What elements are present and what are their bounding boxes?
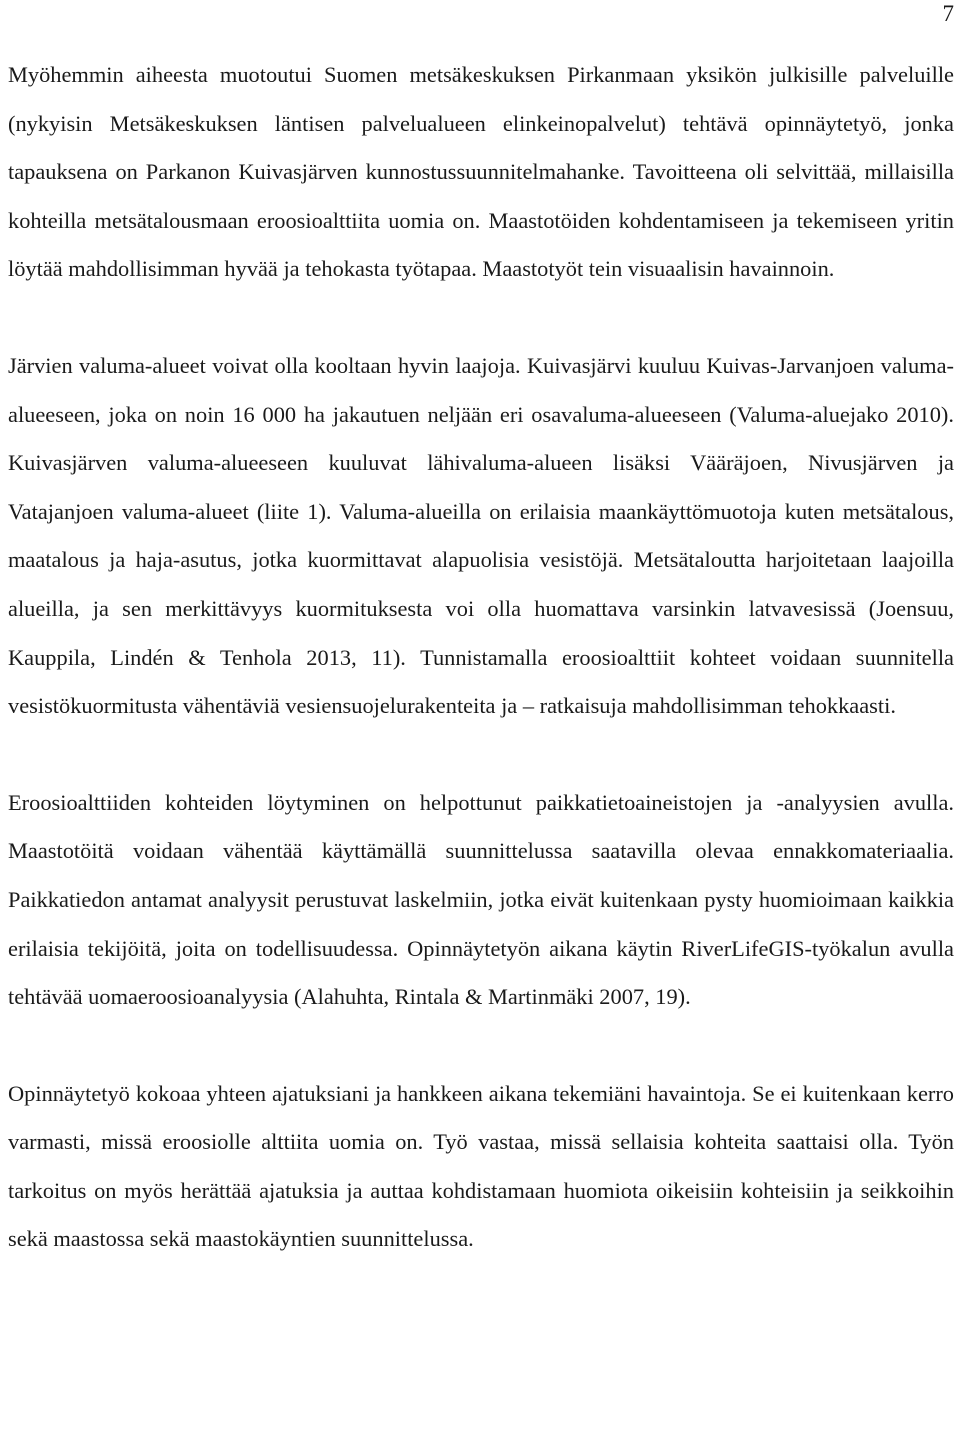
paragraph-3: Eroosioalttiiden kohteiden löytyminen on helpottunut paikkatietoaineistojen ja -analyysien avulla. Maastotöitä voidaan vähentää käyttämällä suunnittelussa saatavilla olevaa ennakkomateriaalia. Paikkatiedon antamat analyysit perustuvat laskelmiin, jotka eivät kuitenkaan pysty huomioimaan kaikkia erilaisia tekijöitä, joita on todellisuudessa. Opinnäytetyön aikana käytin RiverLifeGIS-työkalun avulla tehtävää uomaeroosioanalyysia (Alahuhta, Rintala & Martinmäki 2007, 19). bbox=[8, 789, 954, 1010]
paragraph-2: Järvien valuma-alueet voivat olla kooltaan hyvin laajoja. Kuivasjärvi kuuluu Kuivas-Jarvanjoen valuma-alueeseen, joka on noin 16 000 ha jakautuen neljään eri osavaluma-alueeseen (Valuma-aluejako 2010). Kuivasjärven valuma-alueeseen kuuluvat lähivaluma-alueen lisäksi Vääräjoen, Nivusjärven ja Vatajanjoen valuma-alueet (liite 1). Valuma-alueilla on erilaisia maankäyttömuotoja kuten metsätalous, maatalous ja haja-asutus, jotka kuormittavat alapuolisia vesistöjä. Metsätaloutta harjoitetaan laajoilla alueilla, ja sen merkittävyys kuormituksesta voi olla huomattava varsinkin latvavesissä (Joensuu, Kauppila, Lindén & Tenhola 2013, 11). Tunnistamalla eroosioalttiit kohteet voidaan suunnitella vesistökuormitusta vähentäviä vesiensuojelurakenteita ja – ratkaisuja mahdollisimman tehokkaasti. bbox=[8, 352, 954, 719]
body-text bbox=[8, 51, 954, 1264]
paragraph-4: Opinnäytetyö kokoaa yhteen ajatuksiani ja hankkeen aikana tekemiäni havaintoja. Se ei kuitenkaan kerro varmasti, missä eroosiolle alttiita uomia on. Työ vastaa, missä sellaisia kohteita saattaisi olla. Työn tarkoitus on myös herättää ajatuksia ja auttaa kohdistamaan huomiota oikeisiin kohteisiin ja seikkoihin sekä maastossa sekä maastokäyntien suunnittelussa. bbox=[8, 1080, 954, 1252]
page-number: 7 bbox=[942, 1, 954, 26]
paragraph-1: Myöhemmin aiheesta muotoutui Suomen metsäkeskuksen Pirkanmaan yksikön julkisille palveluille (nykyisin Metsäkeskuksen läntisen palvelualueen elinkeinopalvelut) tehtävä opinnäytetyö, jonka tapauksena on Parkanon Kuivasjärven kunnostussuunnitelmahanke. Tavoitteena oli selvittää, millaisilla kohteilla metsätalousmaan eroosioalttiita uomia on. Maastotöiden kohdentamiseen ja tekemiseen yritin löytää mahdollisimman hyvää ja tehokasta työtapaa. Maastotyöt tein visuaalisin havainnoin. bbox=[8, 62, 954, 282]
